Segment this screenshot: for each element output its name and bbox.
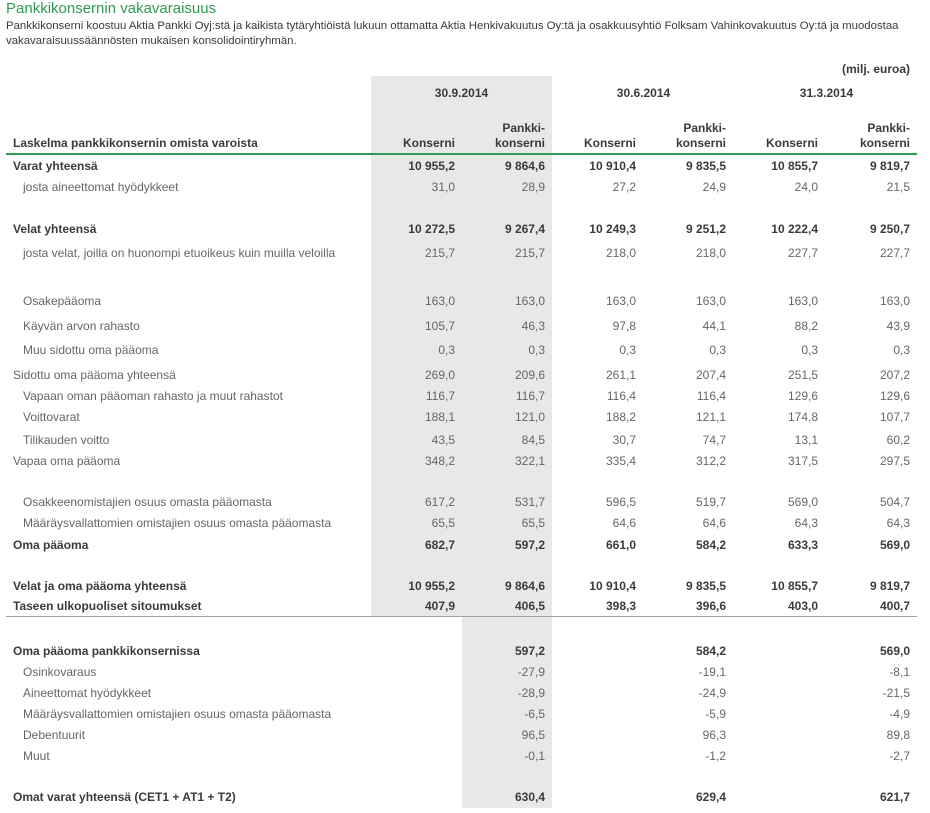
row-value: 207,4 [695,368,726,382]
row-value: 10 272,5 [408,222,455,236]
row-label: Osinkovaraus [23,665,97,679]
row-value: 569,0 [879,644,910,658]
row-value: 403,0 [787,599,818,613]
row-value: 297,5 [879,454,910,468]
row-label: Käyvän arvon rahasto [23,319,140,333]
row-value: 10 910,4 [589,159,636,173]
row-label: Taseen ulkopuoliset sitoumukset [13,599,202,613]
row-value: 43,5 [431,433,455,447]
row-value: 584,2 [695,644,726,658]
row-value: 569,0 [879,538,910,552]
row-value: -5,9 [705,707,726,721]
row-value: 227,7 [879,246,910,260]
row-value: 317,5 [787,454,818,468]
row-value: 43,9 [886,319,910,333]
page-title: Pankkikonsernin vakavaraisuus [6,0,217,17]
row-value: 269,0 [424,368,455,382]
row-label: Määräysvallattomien omistajien osuus omasta pääomasta [23,516,332,530]
table-row [0,318,930,334]
row-value: 10 955,2 [408,159,455,173]
table-row [0,432,930,448]
row-label: Varat yhteensä [13,159,98,173]
row-value: 88,2 [794,319,818,333]
row-value: 121,0 [514,410,545,424]
row-label: Vapaan oman pääoman rahasto ja muut rahastot [23,389,283,403]
row-value: 621,7 [879,790,910,804]
row-value: 163,0 [424,294,455,308]
row-value: 10 855,7 [771,579,818,593]
row-value: 163,0 [879,294,910,308]
row-value: 31,0 [431,180,455,194]
row-label: Oma pääoma pankkikonsernissa [13,644,200,658]
row-value: 84,5 [521,433,545,447]
row-value: 398,3 [605,599,636,613]
header-rule [6,153,917,155]
row-label: Omat varat yhteensä (CET1 + AT1 + T2) [13,790,236,804]
row-value: 629,4 [695,790,726,804]
row-value: 9 251,2 [685,222,726,236]
row-value: 9 819,7 [869,159,910,173]
row-value: 406,5 [514,599,545,613]
row-label: Määräysvallattomien omistajien osuus omasta pääomasta [23,707,332,721]
date-header-1: 30.9.2014 [434,86,489,100]
row-value: 121,1 [695,410,726,424]
row-value: 163,0 [514,294,545,308]
row-value: 218,0 [605,246,636,260]
col-header-pankki-1 [465,121,545,151]
row-value: 30,7 [612,433,636,447]
row-value: -4,9 [889,707,910,721]
row-label: Aineettomat hyödykkeet [23,686,152,700]
row-value: 13,1 [794,433,818,447]
row-value: 64,6 [702,516,726,530]
table-row [0,664,930,680]
row-value: 74,7 [702,433,726,447]
row-value: 24,0 [794,180,818,194]
row-value: 116,4 [696,389,726,403]
col-header-konserni-3: Konserni [765,136,818,150]
unit-label: (milj. euroa) [841,62,910,76]
row-value: 9 250,7 [869,222,910,236]
row-value: 0,3 [893,343,910,357]
row-label: josta velat, joilla on huonompi etuoikeus kuin muilla veloilla [23,246,336,260]
row-value: 10 955,2 [408,579,455,593]
row-value: 174,8 [787,410,818,424]
table-row [0,453,930,469]
section-rule [6,616,917,617]
row-value: 407,9 [424,599,455,613]
row-value: 64,3 [794,516,818,530]
row-value: 322,1 [514,454,545,468]
row-value: 215,7 [424,246,455,260]
row-label: Velat ja oma pääoma yhteensä [13,579,187,593]
table-row [0,706,930,722]
row-value: 10 910,4 [589,579,636,593]
col-header-pankki-line2: konserni [859,136,910,150]
row-value: 10 249,3 [589,222,636,236]
table-row [0,367,930,383]
row-label: Vapaa oma pääoma [13,454,121,468]
row-value: 597,2 [514,644,545,658]
table-row [0,578,930,594]
row-value: 335,4 [605,454,636,468]
row-value: 218,0 [695,246,726,260]
row-value: -8,1 [889,665,910,679]
col-header-pankki-line1: Pankki- [683,121,726,135]
row-value: 116,4 [606,389,636,403]
date-header-2: 30.6.2014 [616,86,671,100]
row-value: 64,6 [612,516,636,530]
row-value: 21,5 [886,180,910,194]
row-value: 227,7 [787,246,818,260]
row-value: 630,4 [514,790,545,804]
row-value: 0,3 [801,343,818,357]
col-header-konserni-2: Konserni [583,136,636,150]
row-value: 504,7 [879,495,910,509]
row-value: 163,0 [695,294,726,308]
table-row [0,598,930,614]
row-label: Osakkeenomistajien osuus omasta pääomasta [23,495,272,509]
row-value: 348,2 [424,454,455,468]
date-header-3: 31.3.2014 [799,86,854,100]
col-header-pankki-line1: Pankki- [502,121,545,135]
row-label: Tilikauden voitto [23,433,110,447]
row-value: 188,1 [424,410,455,424]
row-value: -6,5 [524,707,545,721]
row-value: 584,2 [695,538,726,552]
table-row [0,293,930,309]
row-value: 261,1 [605,368,636,382]
row-label: Debentuurit [23,728,86,742]
row-label: Osakepääoma [23,294,102,308]
row-value: 9 835,5 [685,579,726,593]
row-value: 188,2 [605,410,636,424]
row-value: 0,3 [619,343,636,357]
row-value: 89,8 [886,728,910,742]
row-value: -21,5 [882,686,910,700]
row-value: 96,5 [521,728,545,742]
row-value: 531,7 [514,495,545,509]
row-value: 28,9 [521,180,545,194]
row-value: 207,2 [879,368,910,382]
row-value: -24,9 [698,686,726,700]
table-row [0,643,930,659]
table-row [0,515,930,531]
row-value: 312,2 [695,454,726,468]
table-row [0,221,930,237]
row-value: 0,3 [528,343,545,357]
row-value: 163,0 [605,294,636,308]
row-value: 116,7 [425,389,455,403]
row-value: 209,6 [514,368,545,382]
row-value: 65,5 [521,516,545,530]
row-label: Muut [23,749,50,763]
statement-label: Laskelma pankkikonsernin omista varoista [13,136,258,150]
row-value: 251,5 [787,368,818,382]
table-row [0,179,930,195]
row-value: 519,7 [695,495,726,509]
row-value: 129,6 [787,389,818,403]
row-label: Muu sidottu oma pääoma [23,343,159,357]
intro-text: Pankkikonserni koostuu Aktia Pankki Oyj:stä ja kaikista tytäryhtiöistä lukuun ottamatta Aktia Henkivakuutus Oy:tä ja osakkuusyhtiö Folksam Vahinkovakuutus Oy:tä ja muodostaa vakavaraisuussäännösten mukaisen konsolidointiryhmän. [6,20,899,47]
row-value: -27,9 [517,665,545,679]
row-value: 569,0 [787,495,818,509]
table-row [0,245,930,261]
row-value: -0,1 [524,749,545,763]
row-value: 46,3 [521,319,545,333]
row-label: Velat yhteensä [13,222,97,236]
row-value: 0,3 [709,343,726,357]
col-header-pankki-line1: Pankki- [867,121,910,135]
table-row [0,748,930,764]
row-value: 661,0 [605,538,636,552]
row-label: Sidottu oma pääoma yhteensä [13,368,176,382]
row-label: Voittovarat [23,410,80,424]
table-row [0,158,930,174]
row-value: 97,8 [612,319,636,333]
row-label: josta aineettomat hyödykkeet [23,180,179,194]
row-value: -19,1 [698,665,726,679]
table-row [0,388,930,404]
row-value: -2,7 [889,749,910,763]
row-value: 0,3 [438,343,455,357]
table-row [0,342,930,358]
col-header-pankki-3 [830,121,910,151]
row-value: 9 835,5 [685,159,726,173]
col-header-pankki-line2: konserni [675,136,726,150]
table-row [0,409,930,425]
row-value: 396,6 [695,599,726,613]
row-value: 10 222,4 [771,222,818,236]
row-value: 129,6 [879,389,910,403]
row-value: 596,5 [605,495,636,509]
row-value: -28,9 [517,686,545,700]
row-value: 105,7 [424,319,455,333]
row-value: 44,1 [702,319,726,333]
row-value: 60,2 [886,433,910,447]
row-value: 9 819,7 [869,579,910,593]
row-value: 9 267,4 [504,222,545,236]
row-value: -1,2 [705,749,726,763]
row-value: 65,5 [431,516,455,530]
table-row [0,789,930,805]
row-value: 597,2 [514,538,545,552]
col-header-pankki-line2: konserni [494,136,545,150]
row-value: 633,3 [787,538,818,552]
row-value: 107,7 [879,410,910,424]
row-label: Oma pääoma [13,538,89,552]
row-value: 682,7 [424,538,455,552]
row-value: 9 864,6 [504,579,545,593]
row-value: 24,9 [702,180,726,194]
row-value: 96,3 [702,728,726,742]
row-value: 10 855,7 [771,159,818,173]
col-header-pankki-2 [646,121,726,151]
table-row [0,685,930,701]
row-value: 400,7 [879,599,910,613]
row-value: 9 864,6 [504,159,545,173]
row-value: 215,7 [514,246,545,260]
table-row [0,537,930,553]
row-value: 27,2 [612,180,636,194]
table-row [0,494,930,510]
row-value: 617,2 [424,495,455,509]
row-value: 116,7 [515,389,545,403]
row-value: 64,3 [886,516,910,530]
col-header-konserni-1: Konserni [402,136,455,150]
row-value: 163,0 [787,294,818,308]
table-row [0,727,930,743]
